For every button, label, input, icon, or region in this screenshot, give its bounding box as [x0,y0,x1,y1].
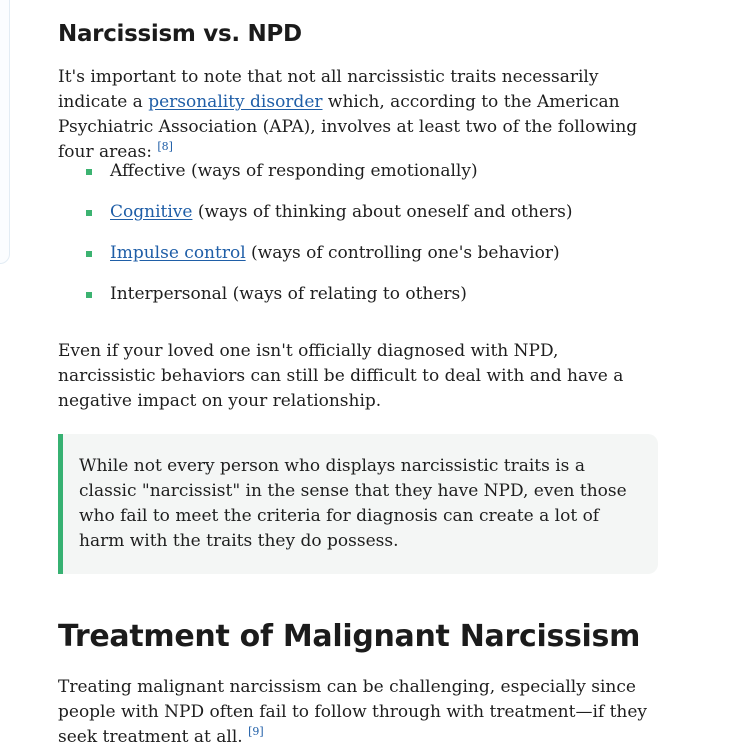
citation-8[interactable]: [8] [157,140,173,153]
list-item-affective [58,159,573,200]
bullet-icon [86,169,92,175]
bullet-icon [86,251,92,257]
impulse-control-link[interactable]: Impulse control [110,243,246,263]
intro-text-start: It's important to note that not all narcissistic traits necessarily indicate a [58,67,599,112]
list-item-impulse-control [58,241,573,282]
intro-paragraph [58,65,658,165]
callout-box [58,434,658,574]
list-item-interpersonal [58,282,573,323]
list-item-text: Interpersonal (ways of relating to others) [110,284,467,304]
list-item-cognitive [58,200,573,241]
bullet-icon [86,210,92,216]
bullet-icon [86,292,92,298]
personality-disorder-link[interactable]: personality disorder [148,92,323,112]
list-item-text: (ways of controlling one's behavior) [245,243,560,263]
citation-9[interactable]: [9] [248,725,264,738]
section-heading: Narcissism vs. NPD [58,21,302,47]
intro-text-end: which, according to the American Psychiatric Association (APA), involves at least two of the following four areas: [58,92,638,162]
callout-text: While not every person who displays narcissistic traits is a classic "narcissist" in the sense that they have NPD, even those who fail to meet the criteria for diagnosis can create a lot of harm with the traits they do possess. [79,456,627,551]
treatment-heading: Treatment of Malignant Narcissism [58,619,641,654]
treatment-text: Treating malignant narcissism can be challenging, especially since people with NPD often fail to follow through with treatment—if they seek treatment at all. [58,677,648,747]
cognitive-link[interactable]: Cognitive [110,202,193,222]
list-item-text: (ways of thinking about oneself and others) [192,202,573,222]
followup-paragraph: Even if your loved one isn't officially diagnosed with NPD, narcissistic behaviors can still be difficult to deal with and have a negative impact on your relationship. [58,341,624,411]
treatment-paragraph [58,675,658,750]
list-item-text: Affective (ways of responding emotionally) [110,161,478,181]
side-panel-edge [0,0,10,264]
areas-list [58,159,573,323]
